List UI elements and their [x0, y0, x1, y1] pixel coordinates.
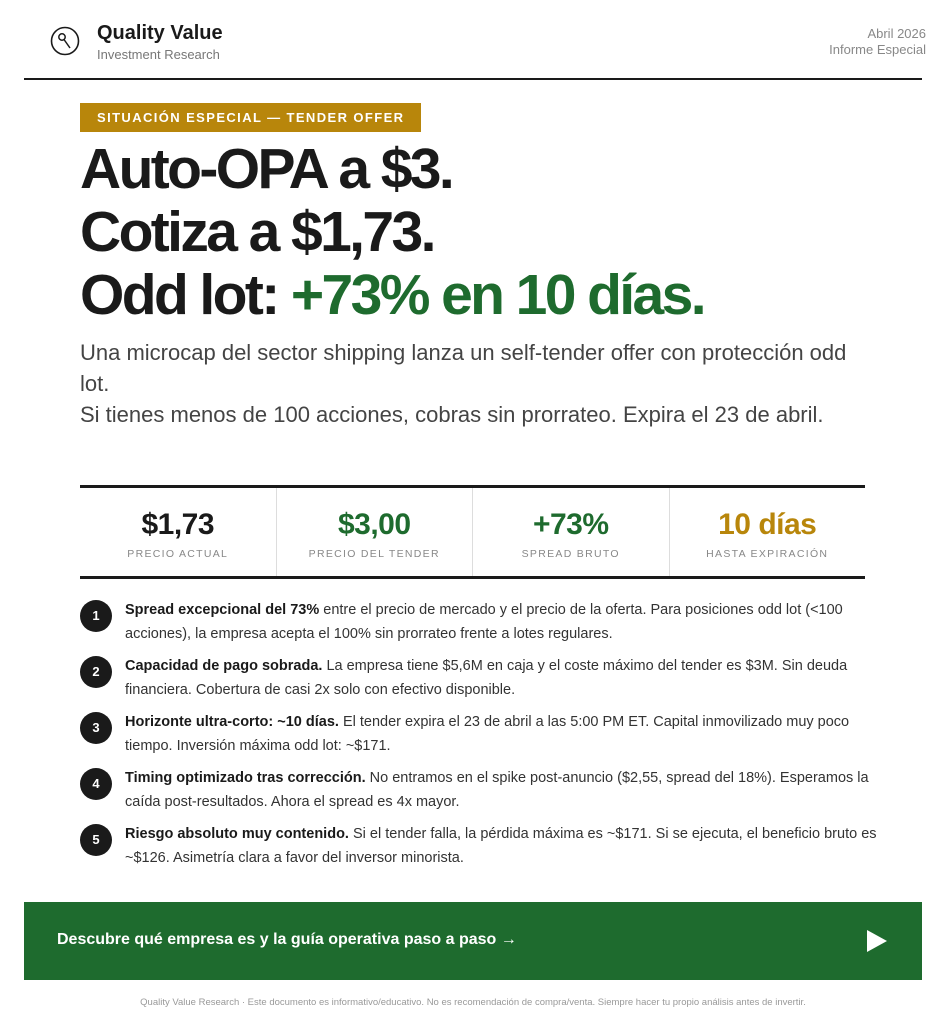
stat-value: $3,00 — [337, 508, 411, 541]
key-points-list — [80, 598, 880, 878]
point-number-badge: 5 — [80, 824, 112, 856]
point-text — [125, 766, 880, 814]
point-body: entre el precio de mercado y el precio de la oferta. Para posiciones odd lot (<100 acciones), la empresa acepta el 100% sin prorrateo frente a lotes regulares. — [125, 602, 843, 642]
point-body: Si el tender falla, la pérdida máxima es ~$171. Si se ejecuta, el beneficio bruto es ~$126. Asimetría clara a favor del inversor minorista. — [125, 826, 877, 866]
headline-line-1: Auto-OPA a $3. — [80, 137, 453, 201]
point-title: Timing optimizado tras corrección. — [125, 770, 366, 786]
point-text — [125, 654, 880, 702]
key-point — [80, 710, 880, 766]
key-point — [80, 766, 880, 822]
point-number-badge: 4 — [80, 768, 112, 800]
headline-line-2: Cotiza a $1,73. — [80, 200, 434, 264]
point-number-badge: 3 — [80, 712, 112, 744]
lead-line-1: Una microcap del sector shipping lanza un self-tender offer con protección odd lot. — [80, 340, 847, 396]
headline — [80, 138, 910, 327]
stat-value: $1,73 — [141, 508, 215, 541]
point-number-badge: 1 — [80, 600, 112, 632]
stat-label: PRECIO ACTUAL — [127, 548, 229, 560]
brand-name: Quality Value — [97, 22, 223, 44]
report-meta — [829, 26, 926, 58]
stat-value: 10 días — [718, 508, 817, 541]
point-title: Riesgo absoluto muy contenido. — [125, 826, 349, 842]
stat-label: PRECIO DEL TENDER — [308, 548, 440, 560]
stat-current-price — [80, 488, 277, 576]
chart-magnifier-icon — [50, 26, 80, 56]
point-text — [125, 822, 880, 870]
headline-highlight: +73% en 10 días. — [290, 263, 704, 327]
key-point — [80, 598, 880, 654]
headline-line-3 — [80, 264, 910, 327]
point-title: Spread excepcional del 73% — [125, 602, 320, 618]
headline-line-3-prefix: Odd lot: — [80, 263, 291, 327]
category-tag: SITUACIÓN ESPECIAL — TENDER OFFER — [80, 103, 421, 132]
stat-tender-price — [277, 488, 474, 576]
key-point — [80, 822, 880, 878]
point-number-badge: 2 — [80, 656, 112, 688]
disclaimer: Quality Value Research · Este documento es informativo/educativo. No es recomendación de compra/venta. Siempre hacer tu propio análisis antes de invertir. — [140, 997, 806, 1008]
point-title: Horizonte ultra-corto: ~10 días. — [125, 714, 339, 730]
stat-label: SPREAD BRUTO — [521, 548, 620, 560]
report-date: Abril 2026 — [867, 26, 926, 41]
play-icon[interactable] — [866, 929, 888, 953]
stat-days-to-expiry — [670, 488, 866, 576]
lead-line-2: Si tienes menos de 100 acciones, cobras sin prorrateo. Expira el 23 de abril. — [80, 402, 824, 427]
stat-label: HASTA EXPIRACIÓN — [706, 548, 829, 560]
point-body: La empresa tiene $5,6M en caja y el coste máximo del tender es $3M. Sin deuda financiera. Cobertura de casi 2x solo con efectivo disponible. — [125, 658, 848, 698]
stat-value: +73% — [532, 508, 609, 541]
brand-subtitle: Investment Research — [97, 47, 220, 62]
key-point — [80, 654, 880, 710]
point-text — [125, 598, 880, 646]
point-title: Capacidad de pago sobrada. — [125, 658, 323, 674]
point-body: No entramos en el spike post-anuncio ($2,55, spread del 18%). Esperamos la caída post-resultados. Ahora el spread es 4x mayor. — [125, 770, 869, 810]
stats-bar — [80, 485, 865, 579]
lead-paragraph — [80, 337, 870, 430]
stat-gross-spread — [473, 488, 670, 576]
cta-label[interactable]: Descubre qué empresa es y la guía operativa paso a paso → — [57, 931, 517, 948]
point-text — [125, 710, 880, 758]
report-type: Informe Especial — [829, 42, 926, 57]
cta-banner[interactable] — [24, 902, 922, 980]
point-body: El tender expira el 23 de abril a las 5:00 PM ET. Capital inmovilizado muy poco tiempo. Inversión máxima odd lot: ~$171. — [125, 714, 850, 754]
